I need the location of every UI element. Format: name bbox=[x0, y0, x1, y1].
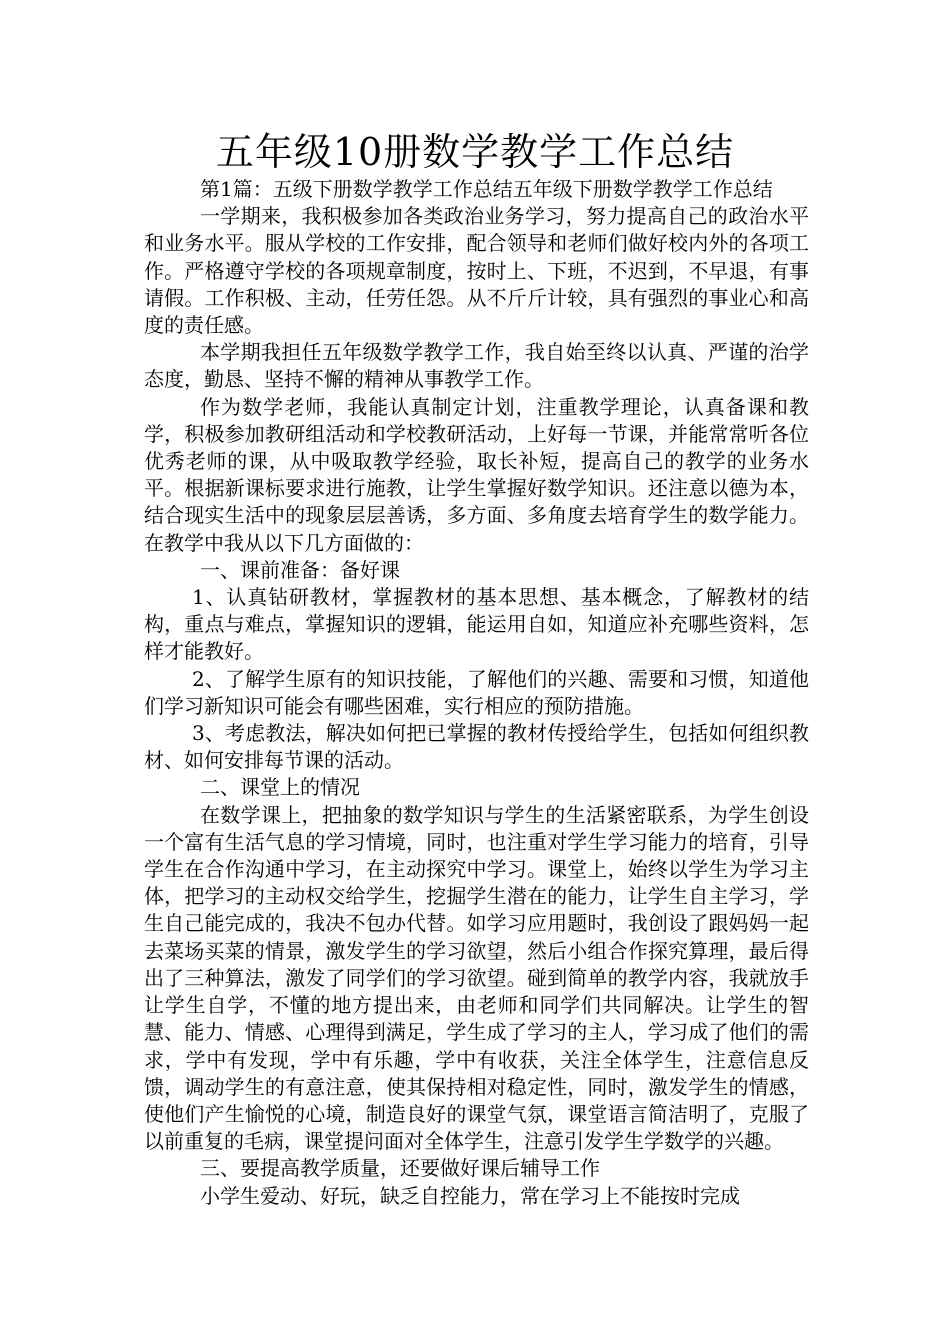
section-heading: 一、课前准备：备好课 bbox=[200, 557, 400, 582]
paragraph: 作为数学老师，我能认真制定计划，注重教学理论，认真备课和教学，积极参加教研组活动和学校教研活动，上好每一节课，并能常常听各位优秀老师的课，从中吸取教学经验，取长补短，提高自己的教学的业务水平。根据新课标要求进行施教，让学生掌握好数学知识。还注意以德为本，结合现实生活中的现象层层善诱，多方面、多角度去培育学生的数学能力。在教学中我从以下几方面做的： bbox=[144, 394, 809, 555]
paragraph: 小学生爱动、好玩，缺乏自控能力，常在学习上不能按时完成 bbox=[200, 1183, 740, 1208]
list-item: 3、考虑教法，解决如何把已掌握的教材传授给学生，包括如何组织教材、如何安排每节课的活动。 bbox=[144, 721, 809, 773]
section-heading: 三、要提高教学质量，还要做好课后辅导工作 bbox=[200, 1156, 600, 1181]
paragraph: 本学期我担任五年级数学教学工作，我自始至终以认真、严谨的治学态度，勤恳、坚持不懈的精神从事教学工作。 bbox=[144, 340, 809, 392]
document-title: 五年级10册数学教学工作总结 bbox=[215, 130, 735, 174]
list-item: 2、了解学生原有的知识技能，了解他们的兴趣、需要和习惯，知道他们学习新知识可能会有哪些困难，实行相应的预防措施。 bbox=[144, 666, 809, 718]
paragraph: 在数学课上，把抽象的数学知识与学生的生活紧密联系，为学生创设一个富有生活气息的学习情境，同时，也注重对学生学习能力的培育，引导学生在合作沟通中学习，在主动探究中学习。课堂上，始终以学生为学习主体，把学习的主动权交给学生，挖掘学生潜在的能力，让学生自主学习，学生自己能完成的，我决不包办代替。如学习应用题时，我创设了跟妈妈一起去菜场买菜的情景，激发学生的学习欲望，然后小组合作探究算理，最后得出了三种算法，激发了同学们的学习欲望。碰到简单的教学内容，我就放手让学生自学，不懂的地方提出来，由老师和同学们共同解决。让学生的智慧、能力、情感、心理得到满足，学生成了学习的主人，学习成了他们的需求，学中有发现，学中有乐趣，学中有收获，关注全体学生，注意信息反馈，调动学生的有意注意，使其保持相对稳定性，同时，激发学生的情感，使他们产生愉悦的心境，制造良好的课堂气氛，课堂语言简洁明了，克服了以前重复的毛病，课堂提问面对全体学生，注意引发学生学数学的兴趣。 bbox=[144, 802, 809, 1154]
document-subtitle: 第1篇：五级下册数学教学工作总结五年级下册数学教学工作总结 bbox=[200, 177, 773, 201]
section-heading: 二、课堂上的情况 bbox=[200, 775, 360, 800]
paragraph: 一学期来，我积极参加各类政治业务学习，努力提高自己的政治水平和业务水平。服从学校的工作安排，配合领导和老师们做好校内外的各项工作。严格遵守学校的各项规章制度，按时上、下班，不迟到，不早退，有事请假。工作积极、主动，任劳任怨。从不斤斤计较，具有强烈的事业心和高度的责任感。 bbox=[144, 204, 809, 338]
list-item: 1、认真钻研教材，掌握教材的基本思想、基本概念，了解教材的结构，重点与难点，掌握知识的逻辑，能运用自如，知道应补充哪些资料，怎样才能教好。 bbox=[144, 585, 809, 664]
document-body bbox=[144, 176, 809, 1210]
